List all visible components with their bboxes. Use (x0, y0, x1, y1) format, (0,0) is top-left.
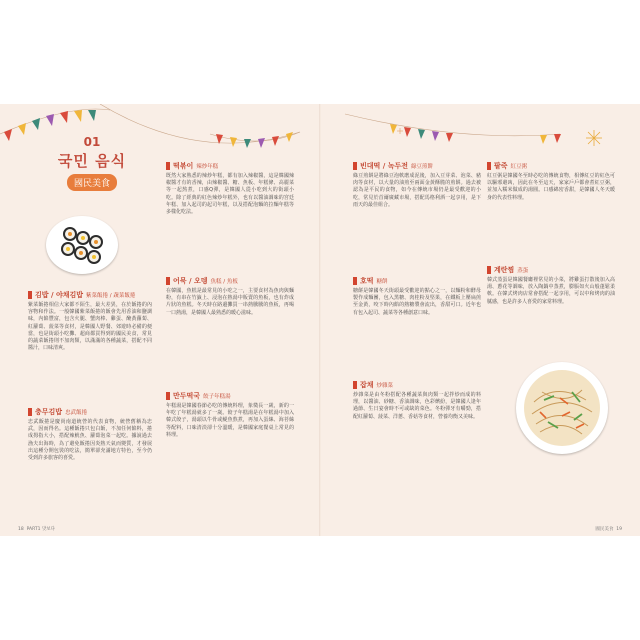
section-title-chinese: 魚糕 / 魚板 (210, 279, 238, 285)
section-title-korean: 빈대떡 / 녹두전 (360, 162, 409, 170)
section-hotteok (353, 276, 481, 317)
section-bullet-icon (166, 277, 170, 285)
section-title-korean: 계란찜 (494, 266, 515, 274)
section-title-korean: 충무김밥 (35, 408, 63, 416)
section-tteokbokki (166, 161, 294, 216)
japchae-plate-image (516, 362, 608, 454)
right-page-footer (595, 526, 622, 532)
section-gyeranjjim (487, 265, 615, 306)
chapter-heading (47, 135, 137, 191)
gimbap-plate-image (46, 216, 118, 274)
section-patjuk (487, 161, 615, 202)
section-bullet-icon (28, 408, 32, 416)
section-body: 紅豆粥是韓國冬至時必吃的傳統食物，相傳紅豆的紅色可以驅邪避凶，因此在冬至這天，家家戶戶都會煮紅豆粥，並加入糯米做成的湯圓。口感綿密香甜，是韓國人冬天暖身的代表性料理。 (487, 173, 615, 201)
section-title-chinese: 忠武飯捲 (65, 410, 88, 416)
section-title-chinese: 紅豆粥 (510, 164, 528, 170)
section-bullet-icon (353, 381, 357, 389)
section-title-chinese: 炒雜菜 (376, 383, 394, 389)
right-page (320, 104, 640, 536)
section-title-korean: 팥죽 (494, 162, 508, 170)
section-body: 糖餅是韓國冬天街頭最受歡迎的點心之一，以麵粉和酵母製作成麵團，包入黑糖、肉桂粉及堅果，在鐵板上壓扁煎至金黃，咬下時內餡的熱糖漿會流出，香甜可口。近年也有包入起司、蔬菜等各種創意口味。 (353, 288, 481, 316)
page-number: 19 (616, 527, 622, 532)
gimbap-illustration (46, 216, 118, 274)
chapter-title-chinese: 國民美食 (67, 174, 117, 191)
running-head: PART1 맛보다 (26, 527, 55, 532)
section-body: 紫菜飯捲相信大家都不陌生，最大差異，在於飯捲的內容物和作法。一般韓國紫菜飯捲的飯會先用香油和鹽調味，內餡豐富，包含火腿、蟹肉棒、雞蛋、醃黃蘿蔔、紅蘿蔔、菠菜等食材，是韓國人野餐、郊遊時必備的便當，也是街頭小吃攤、超商都買得到的國民美食，常見的蔬菜飯捲則不加肉類，以滿滿的各種蔬菜，搭配不同醬汁，口味清爽。 (28, 302, 152, 352)
section-chungmu (28, 407, 152, 462)
section-body: 炒雜菜是由冬粉搭配各種蔬菜與肉類一起拌炒而成的料理，以醬油、砂糖、香油調味，色彩繽紛，是韓國人逢年過節、生日宴會時不可或缺的菜色。冬粉彈牙有嚼勁，搭配紅蘿蔔、菠菜、洋蔥、香菇等食材，營養均衡又美味。 (353, 392, 481, 420)
section-body: 忠武飯捲是慶尚南道統營的代表食物，統營舊稱為忠武，因而得名。這種飯捲只包白飯，不加任何餡料，捲成拇指大小，搭配辣魷魚、蘿蔔泡菜一起吃。據說過去漁夫出海時，為了避免飯捲因炎熱天氣而變質，才發展出這種分開包裝的吃法，簡單卻充滿地方特色，至今仍受到許多旅客的喜愛。 (28, 419, 152, 462)
section-body: 綠豆煎餅是將綠豆泡軟磨成泥後，加入豆芽菜、泡菜、豬肉等食材，以大量的油煎至兩面金黃酥脆的煎餅。過去被認為是平民的食物，如今在傳統市場仍是最受歡迎的小吃，常見於首爾廣藏市場，搭配馬格利酒一起享用，是下雨天的最佳組合。 (353, 173, 481, 208)
section-title-chinese: 糖餅 (376, 279, 388, 285)
section-title-korean: 잡채 (360, 381, 374, 389)
running-head: 國民美食 (595, 527, 614, 532)
section-title-chinese: 蒸蛋 (517, 268, 529, 274)
section-title-chinese: 綠豆煎餅 (411, 164, 434, 170)
left-page-footer (18, 526, 55, 532)
section-body: 在韓國，魚糕是最常見的小吃之一，主要食材為魚肉與麵粉，有串在竹籤上、浸泡在熱湯中販賣的魚板，也有炸成片狀的魚糕。冬天時在路邊攤買一串熱騰騰的魚板，再喝一口熱湯，是韓國人最熟悉的暖心滋味。 (166, 288, 294, 316)
section-gimbap (28, 290, 152, 352)
section-bullet-icon (487, 162, 491, 170)
section-bullet-icon (353, 277, 357, 285)
section-bullet-icon (166, 162, 170, 170)
section-bullet-icon (28, 291, 32, 299)
book-spread (0, 104, 640, 536)
chapter-title-korean: 국민 음식 (57, 152, 127, 170)
section-title-korean: 호떡 (360, 277, 374, 285)
section-title-chinese: 辣炒年糕 (196, 164, 219, 170)
japchae-illustration (516, 362, 608, 454)
section-body: 既然大家熟悉的辣炒年糕，都有加入辣椒醬，這是韓國辣椒醬才有的香辣，由辣椒醬、糖、魚板、年糕條、高麗菜等一起熬煮，口感Q彈，是韓國人從小吃到大的街頭小吃。除了經典的紅色辣炒年糕外，也有以醬油調味的宮廷年糕、加入起司的起司年糕，以及搭配泡麵的拉麵年糕等多樣化吃法。 (166, 173, 294, 216)
section-body: 韓式蒸蛋是韓國餐廳裡常見的小菜，將雞蛋打散後加入高湯、蔥花等調味，放入陶鍋中蒸煮，膨脹如火山般蓬鬆柔軟。在韓式烤肉店常會搭配一起享用，可以中和烤肉的油膩感，也是許多人喜愛的家常料理。 (487, 277, 615, 305)
section-eomuk (166, 276, 294, 317)
chapter-number: 01 (83, 135, 101, 149)
section-bullet-icon (487, 266, 491, 274)
section-title-korean: 만두떡국 (173, 392, 201, 400)
page-number: 18 (18, 527, 24, 532)
section-title-korean: 떡볶이 (173, 162, 194, 170)
section-body: 年糕湯是韓國春節必吃的傳統料理，象徵長一歲，新的一年吃了年糕湯就多了一歲。餃子年糕湯是在年糕湯中加入韓式餃子，湯頭以牛骨或鯷魚熬煮，再加入蛋絲、海苔絲等配料，口味清淡卻十分溫暖，是韓國家庭餐桌上常見的料理。 (166, 403, 294, 438)
left-page (0, 104, 320, 536)
section-title-korean: 어묵 / 오뎅 (173, 277, 208, 285)
section-bullet-icon (353, 162, 357, 170)
section-title-chinese: 紫菜飯捲 / 蔬菜飯捲 (86, 293, 136, 299)
section-title-chinese: 餃子年糕湯 (203, 394, 231, 400)
section-title-korean: 김밥 / 야채김밥 (35, 291, 84, 299)
section-bindaetteok (353, 161, 481, 209)
section-japchae (353, 380, 481, 421)
section-bullet-icon (166, 392, 170, 400)
section-mandu (166, 391, 294, 439)
